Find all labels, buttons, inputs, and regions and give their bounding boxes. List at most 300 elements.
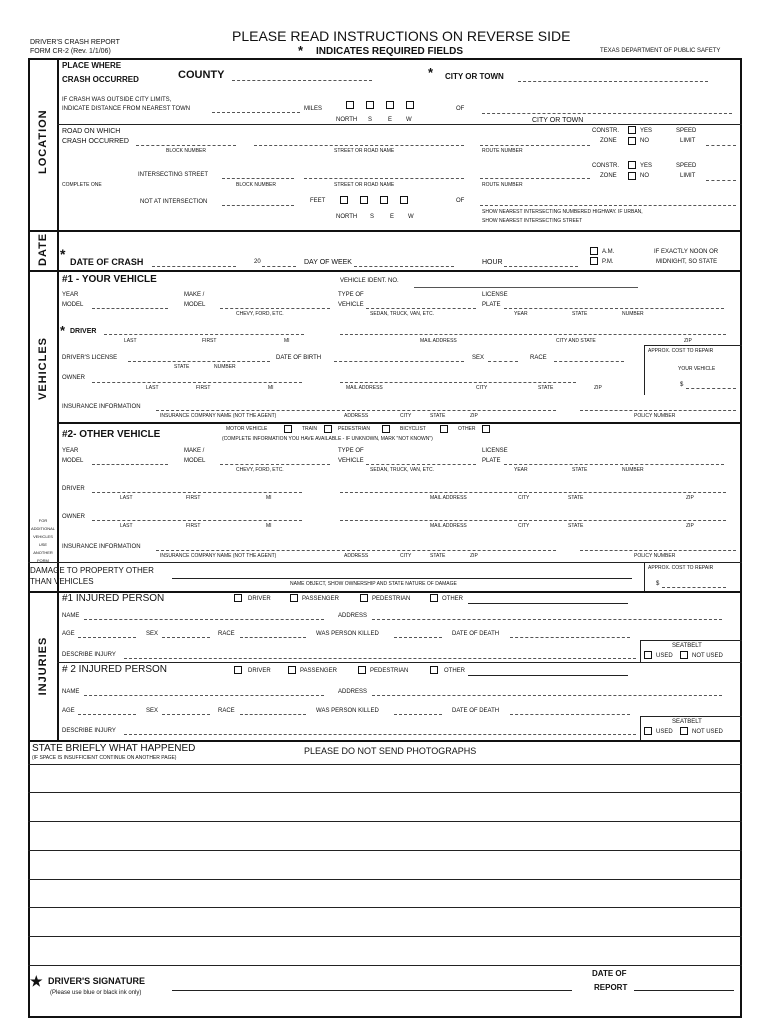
narrative-line[interactable] [28,965,742,966]
intersecting-street-caption: STREET OR ROAD NAME [334,182,395,188]
v2-owner-label: OWNER [62,514,85,520]
p1-describe-injury-label: DESCRIBE INJURY [62,652,116,658]
narrative-line[interactable] [28,936,742,937]
v2-make-field[interactable] [220,464,330,465]
v2-policy-number-field[interactable] [580,550,736,551]
constr-zone-yes-checkbox[interactable] [628,126,636,134]
injuries-side-label: INJURIES [37,636,49,696]
p1-date-of-death-label: DATE OF DEATH [452,631,500,637]
driver-last-caption: LAST [124,338,137,344]
v2-driver-state-caption: STATE [568,495,584,501]
direction-north-checkbox[interactable] [346,101,354,109]
p1-seatbelt-not-used-checkbox[interactable] [680,651,688,659]
constr-zone-no-checkbox[interactable] [628,137,636,145]
city-or-town-label: CITY OR TOWN [445,72,504,81]
intersecting-street-label: INTERSECTING STREET [138,172,209,178]
county-label: COUNTY [178,69,225,81]
v2-insurance-state-caption: STATE [430,553,446,559]
direction-west-checkbox[interactable] [406,101,414,109]
hour-label: HOUR [482,259,503,266]
v1-owner-address-field[interactable] [340,382,576,383]
v1-insurance-field[interactable] [156,410,556,411]
p2-other-label: OTHER [444,668,465,674]
day-of-week-label: DAY OF WEEK [304,259,352,266]
highway-note-2: SHOW NEAREST INTERSECTING STREET [482,218,583,224]
p1-other-checkbox[interactable] [430,594,438,602]
driver-star: * [60,323,66,338]
v2-insurance-city-caption: CITY [400,553,412,559]
chevy-caption: CHEVY, FORD, ETC. [236,311,284,317]
side-note-line: FORM [37,558,49,563]
vehicles-side-label: VEHICLES [37,336,49,400]
damage-approx-cost-label: APPROX. COST TO REPAIR [648,565,714,571]
highway-note-1: SHOW NEAREST INTERSECTING NUMBERED HIGHWAY. IF URBAN, [482,209,643,215]
p2-driver-checkbox[interactable] [234,666,242,674]
drivers-license-field[interactable] [128,361,270,362]
p1-pedestrian-checkbox[interactable] [360,594,368,602]
page-title: PLEASE READ INSTRUCTIONS ON REVERSE SIDE [232,28,571,44]
p1-date-of-death-field[interactable] [510,637,630,638]
v2-owner-address-field[interactable] [340,520,726,521]
v2-plate-field[interactable] [504,464,724,465]
east-label: E [388,117,393,123]
damage-label-2: THAN VEHICLES [30,577,94,586]
damage-cost-field[interactable] [662,587,726,588]
v2-owner-name-field[interactable] [92,520,302,521]
owner-state-caption: STATE [538,385,554,391]
motor-vehicle-label: MOTOR VEHICLE [226,426,268,432]
p2-describe-injury-field[interactable] [124,734,636,735]
place-where-label: PLACE WHERE [62,61,122,70]
make-model-label: MODEL [184,302,206,308]
p1-race-label: RACE [218,631,235,637]
narrative-note: (IF SPACE IS INSUFFICIENT CONTINUE ON ANOTHER PAGE) [32,755,177,761]
feet-south-label: S [370,214,375,220]
v2-insurance-address-caption: ADDRESS [344,553,369,559]
p2-other-field[interactable] [468,675,628,676]
outside-city-note-2: INDICATE DISTANCE FROM NEAREST TOWN [62,106,191,112]
intersecting-block-caption: BLOCK NUMBER [236,182,277,188]
agency-name: TEXAS DEPARTMENT OF PUBLIC SAFETY [600,48,721,54]
p2-not-used-label: NOT USED [692,729,723,735]
dl-number-caption: NUMBER [214,364,236,370]
zone-label-2: ZONE [600,173,617,179]
p1-address-field[interactable] [372,619,722,620]
v1-repair-cost-field[interactable] [686,388,736,389]
pm-label: P.M. [602,259,614,265]
intersecting-block-field[interactable] [222,178,294,179]
feet-of-label: OF [456,198,465,204]
plate-label: PLATE [482,302,501,308]
model-label: MODEL [62,302,84,308]
v1-driver-name-field[interactable] [104,334,304,335]
p2-used-label: USED [656,729,673,735]
approx-cost-label: APPROX. COST TO REPAIR [648,348,714,354]
intersecting-street-name-field[interactable] [304,178,464,179]
damage-label-1: DAMAGE TO PROPERTY OTHER [30,566,154,575]
no-label: NO [640,138,649,144]
p2-killed-label: WAS PERSON KILLED [316,708,379,714]
p1-describe-injury-field[interactable] [124,658,636,659]
driver-label: DRIVER [70,328,97,335]
county-field[interactable] [232,80,372,81]
p1-age-field[interactable] [78,637,136,638]
driver-city-state-caption: CITY AND STATE [556,338,596,344]
v2-insurance-zip-caption: ZIP [470,553,478,559]
direction-east-checkbox[interactable] [386,101,394,109]
other-vehicle-label: OTHER [458,426,476,432]
street-name-caption: STREET OR ROAD NAME [334,148,395,154]
zone-label: ZONE [600,138,617,144]
p1-other-field[interactable] [468,603,628,604]
p2-age-label: AGE [62,708,75,714]
constr-label-2: CONSTR. [592,163,619,169]
pm-checkbox[interactable] [590,257,598,265]
v2-type-field[interactable] [366,464,476,465]
v1-policy-number-field[interactable] [580,410,736,411]
v1-owner-name-field[interactable] [92,382,302,383]
driver-mail-address-caption: MAIL ADDRESS [420,338,457,344]
feet-north-checkbox[interactable] [340,196,348,204]
v2-year-label: YEAR [62,448,79,454]
injured-person-1-title: #1 INJURED PERSON [62,593,165,604]
p2-race-field[interactable] [240,714,306,715]
of-label: OF [456,106,465,112]
plate-state-caption: STATE [572,311,588,317]
p2-pedestrian-label: PEDESTRIAN [370,668,409,674]
other-checkbox[interactable] [482,425,490,433]
owner-city-caption: CITY [476,385,488,391]
required-star: * [298,43,304,58]
v2-owner-last-caption: LAST [120,523,133,529]
vin-field[interactable] [414,287,638,288]
repair-dollar-sign: $ [680,382,684,388]
signature-field[interactable] [172,990,572,991]
speed-label-2: SPEED [676,163,697,169]
side-note-line: FOR [38,518,48,523]
v2-plate-number-caption: NUMBER [622,467,644,473]
date-of-report-label-1: DATE OF [592,969,627,978]
date-of-report-label-2: REPORT [594,983,628,992]
insurance-company-caption: INSURANCE COMPANY NAME (NOT THE AGENT) [160,413,277,419]
complete-one-label: COMPLETE ONE [62,182,102,188]
vehicle-type-label: VEHICLE [338,302,364,308]
side-column-divider-injuries [57,592,59,740]
vehicle-2-title: #2- OTHER VEHICLE [62,429,161,440]
p1-killed-label: WAS PERSON KILLED [316,631,379,637]
sedan-caption: SEDAN, TRUCK, VAN, ETC. [370,311,434,317]
p2-describe-injury-label: DESCRIBE INJURY [62,728,116,734]
p2-date-of-death-label: DATE OF DEATH [452,708,500,714]
narrative-line[interactable] [28,792,742,793]
p2-pedestrian-checkbox[interactable] [358,666,366,674]
p2-age-field[interactable] [78,714,136,715]
p1-name-label: NAME [62,613,80,619]
train-label: TRAIN [302,426,317,432]
p1-seatbelt-used-checkbox[interactable] [644,651,652,659]
insurance-zip-caption: ZIP [470,413,478,419]
signature-label: DRIVER'S SIGNATURE [48,976,145,986]
road-route-number-field[interactable] [480,145,590,146]
road-street-name-field[interactable] [254,145,464,146]
vehicle-1-title: #1 - YOUR VEHICLE [62,274,157,285]
constr-label: CONSTR. [592,128,619,134]
pedestrian-label: PEDESTRIAN [338,426,370,432]
narrative-line[interactable] [28,879,742,880]
v2-plate-label: PLATE [482,458,501,464]
date-of-crash-label: DATE OF CRASH [70,257,144,267]
v2-driver-address-field[interactable] [340,492,726,493]
p2-date-of-death-field[interactable] [510,714,630,715]
limit-label-2: LIMIT [680,173,696,179]
p2-seatbelt-label: SEATBELT [672,719,702,725]
miles-label: MILES [304,106,323,112]
narrative-line[interactable] [28,764,742,765]
p1-passenger-checkbox[interactable] [290,594,298,602]
p2-address-label: ADDRESS [338,689,368,695]
v2-driver-mi-caption: MI [266,495,272,501]
sex-label: SEX [472,355,485,361]
v2-sedan-caption: SEDAN, TRUCK, VAN, ETC. [370,467,434,473]
v2-owner-zip-caption: ZIP [686,523,694,529]
narrative-line[interactable] [28,821,742,822]
v2-make-label: MAKE / [184,448,205,454]
injured-person-2-title: # 2 INJURED PERSON [62,664,168,675]
driver-mi-caption: MI [284,338,290,344]
p1-used-label: USED [656,653,673,659]
p1-race-field[interactable] [240,637,306,638]
v2-insurance-info-label: INSURANCE INFORMATION [62,544,141,550]
side-column-divider [57,58,59,592]
bicyclist-checkbox[interactable] [440,425,448,433]
plate-number-caption: NUMBER [622,311,644,317]
required-fields-note: INDICATES REQUIRED FIELDS [316,46,464,57]
owner-first-caption: FIRST [196,385,211,391]
owner-mi-caption: MI [268,385,274,391]
p1-driver-label: DRIVER [248,596,271,602]
date-of-birth-label: DATE OF BIRTH [276,355,322,361]
form-name: DRIVER'S CRASH REPORT [30,39,120,46]
p2-seatbelt-used-checkbox[interactable] [644,727,652,735]
date-of-crash-field[interactable] [152,266,236,267]
intersecting-route-caption: ROUTE NUMBER [482,182,523,188]
crash-year-field[interactable] [262,266,296,267]
p1-killed-field[interactable] [394,637,442,638]
v2-driver-city-caption: CITY [518,495,530,501]
constr-zone-2-yes-checkbox[interactable] [628,161,636,169]
feet-east-checkbox[interactable] [380,196,388,204]
v2-driver-zip-caption: ZIP [686,495,694,501]
am-checkbox[interactable] [590,247,598,255]
v2-driver-label: DRIVER [62,486,85,492]
feet-west-label: W [408,214,414,220]
narrative-line[interactable] [28,907,742,908]
date-side-label: DATE [37,232,49,266]
day-of-week-field[interactable] [354,266,454,267]
hour-field[interactable] [504,266,578,267]
v2-owner-state-caption: STATE [568,523,584,529]
type-of-label: TYPE OF [338,292,364,298]
insurance-city-caption: CITY [400,413,412,419]
v2-driver-first-caption: FIRST [186,495,201,501]
speed-limit-2-field[interactable] [706,180,736,181]
narrative-line[interactable] [28,850,742,851]
date-of-birth-field[interactable] [334,361,464,362]
nearest-town-field[interactable] [482,113,732,114]
p1-sex-field[interactable] [162,637,210,638]
v2-driver-mail-caption: MAIL ADDRESS [430,495,467,501]
road-on-which-label: ROAD ON WHICH [62,128,121,135]
policy-number-caption: POLICY NUMBER [634,413,676,419]
year-prefix: 20 [254,259,261,265]
p1-seatbelt-label: SEATBELT [672,643,702,649]
v2-type-of-label: TYPE OF [338,448,364,454]
limit-label: LIMIT [680,138,696,144]
feet-south-checkbox[interactable] [360,196,368,204]
block-number-caption: BLOCK NUMBER [166,148,207,154]
driver-zip-caption: ZIP [684,338,692,344]
side-note-line: USE [38,542,48,547]
city-or-town-caption: CITY OR TOWN [532,117,584,124]
race-label: RACE [530,355,547,361]
v2-year-model-field[interactable] [92,464,168,465]
race-field[interactable] [554,361,624,362]
route-number-caption: ROUTE NUMBER [482,148,523,154]
city-star: * [428,65,434,80]
p1-driver-checkbox[interactable] [234,594,242,602]
side-note-line: ADDITIONAL [30,526,55,531]
p2-name-label: NAME [62,689,80,695]
p1-pedestrian-label: PEDESTRIAN [372,596,411,602]
license-label: LICENSE [482,292,508,298]
yes-label-2: YES [640,163,653,169]
dl-state-caption: STATE [174,364,190,370]
am-label: A.M. [602,249,615,255]
signature-star: ★ [30,973,43,989]
outside-city-note-1: IF CRASH WAS OUTSIDE CITY LIMITS, [62,97,172,103]
v2-plate-year-caption: YEAR [514,467,528,473]
side-note-line: ANOTHER [33,550,53,555]
v2-license-label: LICENSE [482,448,508,454]
v2-insurance-field[interactable] [156,550,556,551]
owner-label: OWNER [62,375,85,381]
sex-field[interactable] [488,361,518,362]
pedestrian-checkbox[interactable] [382,425,390,433]
year-label: YEAR [62,292,79,298]
complete-info-note: (COMPLETE INFORMATION YOU HAVE AVAILABLE - IF UNKNOWN, MARK "NOT KNOWN") [222,436,433,442]
p2-seatbelt-not-used-checkbox[interactable] [680,727,688,735]
bicyclist-label: BICYCLIST [400,426,426,432]
nearest-highway-field[interactable] [480,205,736,206]
intersecting-route-field[interactable] [480,178,590,179]
vin-label: VEHICLE IDENT. NO. [340,278,399,284]
p2-other-checkbox[interactable] [430,666,438,674]
city-or-town-field[interactable] [518,81,708,82]
v2-insurance-company-caption: INSURANCE COMPANY NAME (NOT THE AGENT) [160,553,277,559]
damage-dollar-sign: $ [656,581,660,587]
owner-zip-caption: ZIP [594,385,602,391]
p1-not-used-label: NOT USED [692,653,723,659]
p1-address-label: ADDRESS [338,613,368,619]
make-label: MAKE / [184,292,205,298]
direction-south-checkbox[interactable] [366,101,374,109]
p2-sex-field[interactable] [162,714,210,715]
date-of-report-field[interactable] [634,990,734,991]
date-star: * [60,246,66,262]
location-side-label: LOCATION [37,109,49,174]
feet-distance-field[interactable] [222,205,294,206]
road-block-number-field[interactable] [136,145,236,146]
v1-year-model-field[interactable] [92,308,168,309]
p1-name-field[interactable] [84,619,324,620]
feet-west-checkbox[interactable] [400,196,408,204]
driver-first-caption: FIRST [202,338,217,344]
v2-owner-city-caption: CITY [518,523,530,529]
speed-limit-field[interactable] [706,145,736,146]
feet-label: FEET [310,198,326,204]
feet-north-label: NORTH [336,214,358,220]
name-object-caption: NAME OBJECT, SHOW OWNERSHIP AND STATE NATURE OF DAMAGE [290,581,457,587]
v2-driver-last-caption: LAST [120,495,133,501]
signature-ink-note: (Please use blue or black ink only) [50,990,142,996]
p2-address-field[interactable] [372,695,722,696]
insurance-info-label: INSURANCE INFORMATION [62,404,141,410]
not-at-intersection-label: NOT AT INTERSECTION [140,199,208,205]
v1-make-field[interactable] [220,308,330,309]
noon-note-2: MIDNIGHT, SO STATE [656,259,718,265]
west-label: W [406,117,412,123]
p2-killed-field[interactable] [394,714,442,715]
insurance-address-caption: ADDRESS [344,413,369,419]
v2-chevy-caption: CHEVY, FORD, ETC. [236,467,284,473]
p2-sex-label: SEX [146,708,159,714]
crash-occurred-label: CRASH OCCURRED [62,75,139,84]
owner-mail-address-caption: MAIL ADDRESS [346,385,383,391]
v1-type-field[interactable] [366,308,476,309]
v1-plate-field[interactable] [504,308,724,309]
v2-owner-first-caption: FIRST [186,523,201,529]
damage-description-field[interactable] [172,578,632,579]
p2-passenger-label: PASSENGER [300,668,337,674]
south-label: S [368,117,373,123]
speed-label: SPEED [676,128,697,134]
owner-last-caption: LAST [146,385,159,391]
v2-plate-state-caption: STATE [572,467,588,473]
p2-name-field[interactable] [84,695,324,696]
no-photographs-note: PLEASE DO NOT SEND PHOTOGRAPHS [304,746,477,756]
train-checkbox[interactable] [324,425,332,433]
road-crash-occurred-label: CRASH OCCURRED [62,138,129,145]
your-vehicle-label: YOUR VEHICLE [678,366,716,372]
v1-driver-address-field[interactable] [340,334,726,335]
v2-owner-mi-caption: MI [266,523,272,529]
p1-sex-label: SEX [146,631,159,637]
p2-passenger-checkbox[interactable] [288,666,296,674]
v2-make-model-label: MODEL [184,458,206,464]
v2-owner-mail-caption: MAIL ADDRESS [430,523,467,529]
plate-year-caption: YEAR [514,311,528,317]
distance-field[interactable] [212,112,300,113]
motor-vehicle-checkbox[interactable] [284,425,292,433]
drivers-license-label: DRIVER'S LICENSE [62,355,118,361]
p1-other-label: OTHER [442,596,463,602]
noon-note-1: IF EXACTLY NOON OR [654,249,719,255]
constr-zone-2-no-checkbox[interactable] [628,172,636,180]
form-id: FORM CR-2 (Rev. 1/1/06) [30,48,111,55]
no-label-2: NO [640,173,649,179]
p2-driver-label: DRIVER [248,668,271,674]
v2-driver-name-field[interactable] [92,492,302,493]
